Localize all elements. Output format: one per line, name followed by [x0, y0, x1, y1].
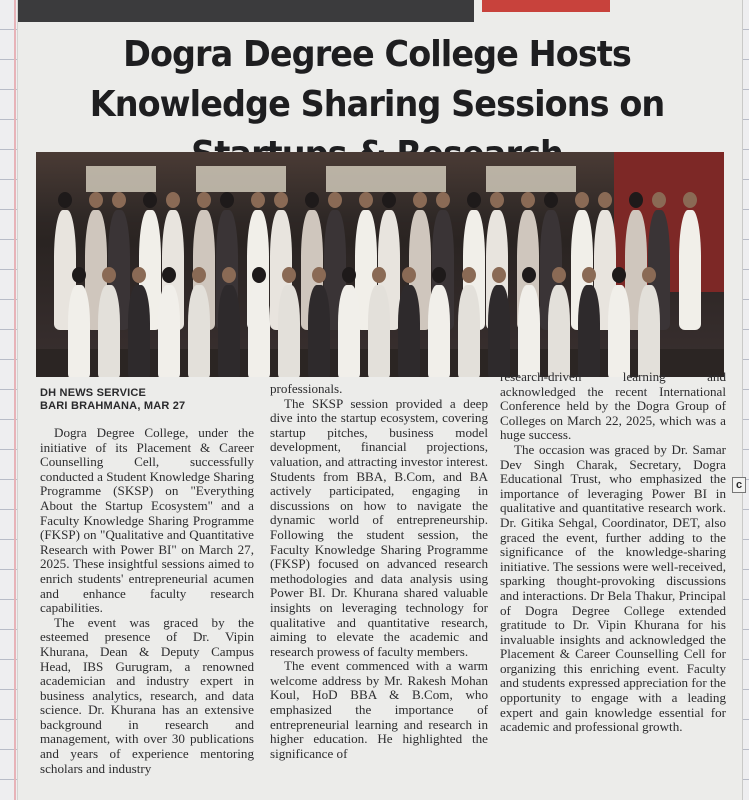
photo-person: [398, 285, 420, 377]
article-credit: [40, 387, 185, 413]
photo-person: [518, 285, 540, 377]
photo-person-head: [112, 192, 126, 208]
photo-person-head: [312, 267, 326, 283]
photo-person-head: [544, 192, 558, 208]
photo-banner: [486, 166, 576, 192]
photo-banner: [326, 166, 446, 192]
photo-person: [608, 285, 630, 377]
paragraph: The occasion was graced by Dr. Samar Dev Singh Charak, Secretary, Dogra Educational Trust, who emphasized the importance of leveraging Power BI in qualitative and quantitative research work. Dr. Gitika Sehgal, Coordinator, DET, also graced the event, further adding to the significance of the knowledge-sharing initiative. The sessions were well-received, sparking thought-provoking discussions and interactions. Dr Bela Thakur, Principal of Dogra Degree College extended gratitude to Dr. Vipin Khurana for his invaluable insights and acknowledged the Placement & Career Counselling Cell for organizing this enriching event. Faculty and students expressed appreciation for the opportunity to engage with a leading expert and gain knowledge essential for academic and professional growth.: [500, 441, 726, 735]
group-photo: [36, 152, 724, 377]
photo-person: [679, 210, 701, 330]
photo-person-head: [522, 267, 536, 283]
photo-person-head: [598, 192, 612, 208]
photo-banner: [86, 166, 156, 192]
photo-person-head: [252, 267, 266, 283]
notebook-margin-line: [14, 0, 16, 800]
dateline: BARI BRAHMANA, MAR 27: [40, 400, 186, 412]
photo-person-head: [305, 192, 319, 208]
photo-person-head: [521, 192, 535, 208]
article-column-2: [270, 382, 488, 761]
photo-person: [158, 285, 180, 377]
photo-person-head: [436, 192, 450, 208]
photo-person: [128, 285, 150, 377]
photo-person: [218, 285, 240, 377]
photo-person: [458, 285, 480, 377]
photo-person-head: [582, 267, 596, 283]
photo-person: [578, 285, 600, 377]
paragraph: professionals.: [270, 381, 343, 396]
previous-article-strip: [18, 0, 474, 22]
photo-person: [278, 285, 300, 377]
photo-person: [428, 285, 450, 377]
photo-person-head: [89, 192, 103, 208]
edge-tag: c: [732, 477, 746, 493]
photo-person-head: [413, 192, 427, 208]
photo-person-head: [575, 192, 589, 208]
photo-person-head: [432, 267, 446, 283]
photo-person-head: [462, 267, 476, 283]
photo-person-head: [222, 267, 236, 283]
photo-person-head: [132, 267, 146, 283]
paragraph: Dogra Degree College, under the initiative of its Placement & Career Counselling Cell, successfully conducted a Student Knowledge Sharing Programme (SKSP) on "Everything About the Startup Ecosystem" and a Faculty Knowledge Sharing Programme (FKSP) on "Qualitative and Quantitative Research with Power BI" on March 27, 2025. These insightful sessions aimed to enrich students' entrepreneurial acumen and enhance faculty research capabilities.: [40, 425, 254, 616]
photo-person-head: [251, 192, 265, 208]
photo-person-head: [382, 192, 396, 208]
photo-person-head: [612, 267, 626, 283]
photo-person-head: [282, 267, 296, 283]
paragraph: research-driven learning and acknowledged the recent International Conference held by the Dogra Group of Colleges on March 22, 2025, which was a huge success.: [500, 369, 726, 443]
photo-person-head: [328, 192, 342, 208]
photo-person-head: [72, 267, 86, 283]
photo-person-head: [342, 267, 356, 283]
photo-person-head: [220, 192, 234, 208]
previous-article-red-strip: [482, 0, 610, 12]
photo-person: [338, 285, 360, 377]
photo-person: [68, 285, 90, 377]
photo-person-head: [552, 267, 566, 283]
photo-person-head: [467, 192, 481, 208]
photo-person-head: [492, 267, 506, 283]
photo-person-head: [197, 192, 211, 208]
paragraph: The event commenced with a warm welcome address by Mr. Rakesh Mohan Koul, HoD BBA & B.Com, who emphasized the importance of entrepreneurial learning and research in higher education. He highlighted the significance of: [270, 658, 488, 761]
photo-person-head: [642, 267, 656, 283]
photo-person: [638, 285, 660, 377]
photo-person-head: [359, 192, 373, 208]
photo-banner: [196, 166, 286, 192]
paragraph: The SKSP session provided a deep dive into the startup ecosystem, covering startup pitches, business model development, financial projections, valuation, and attracting investor interest. Students from BBA, B.Com, and BA actively participated, engaging in discussions on how to navigate the dynamic world of entrepreneurship. Following the student session, the Faculty Knowledge Sharing Programme (FKSP) focused on advanced research methodologies and data analysis using Power BI. Dr. Khurana shared valuable insights on leveraging technology for qualitative and quantitative research, aiming to elevate the academic and research prowess of faculty members.: [270, 395, 488, 659]
photo-person-head: [683, 192, 697, 208]
photo-person: [308, 285, 330, 377]
photo-person-head: [166, 192, 180, 208]
photo-person-head: [629, 192, 643, 208]
photo-person: [548, 285, 570, 377]
photo-person-head: [490, 192, 504, 208]
photo-person-head: [192, 267, 206, 283]
photo-person-head: [652, 192, 666, 208]
photo-person-head: [102, 267, 116, 283]
paragraph: The event was graced by the esteemed presence of Dr. Vipin Khurana, Dean & Deputy Campus Head, IBS Gurugram, a renowned academician and industry expert in business analytics, research, and data science. Dr. Khurana has an extensive background in research and management, with over 30 publications and years of experience mentoring scholars and industry: [40, 614, 254, 776]
byline: DH NEWS SERVICE: [40, 387, 147, 399]
photo-person: [368, 285, 390, 377]
photo-person: [248, 285, 270, 377]
photo-person-head: [58, 192, 72, 208]
photo-person-head: [402, 267, 416, 283]
photo-person: [188, 285, 210, 377]
photo-person: [98, 285, 120, 377]
photo-person-head: [372, 267, 386, 283]
photo-person-head: [274, 192, 288, 208]
article-headline: Dogra Degree College Hosts Knowledge Sharing Sessions on: [89, 34, 665, 125]
photo-person: [488, 285, 510, 377]
photo-person-head: [143, 192, 157, 208]
article-column-3: [500, 370, 726, 735]
photo-person-head: [162, 267, 176, 283]
article-column-1: [40, 426, 254, 776]
